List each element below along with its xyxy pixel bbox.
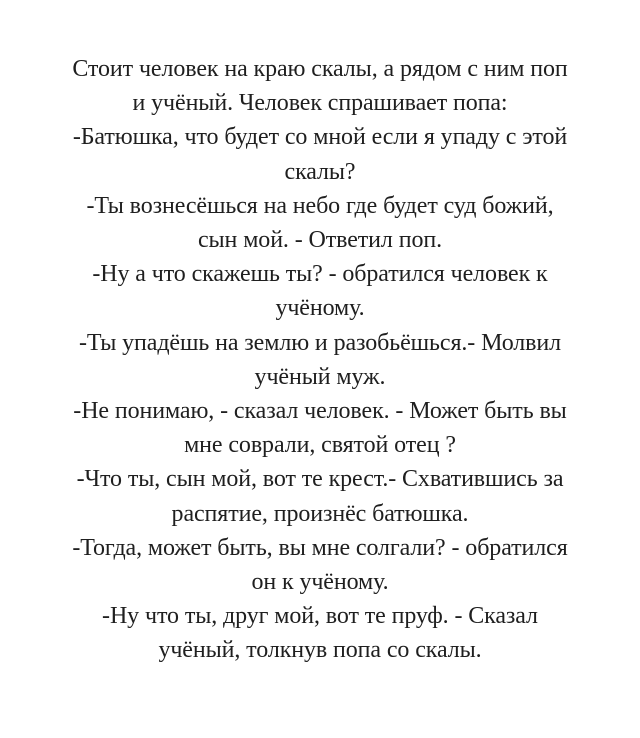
- story-line: сын мой. - Ответил поп.: [197, 227, 442, 254]
- story-line: учёный, толкнув попа со скалы.: [158, 637, 482, 664]
- story-line: Стоит человек на краю скалы, а рядом с ним поп: [72, 56, 568, 82]
- story-line: -Ты упадёшь на землю и разобьёшься.- Молвил: [78, 329, 562, 356]
- story-line: учёный муж.: [254, 363, 386, 390]
- story-line: -Тогда, может быть, вы мне солгали? - обратился: [72, 534, 568, 561]
- story-line: скалы?: [284, 158, 356, 185]
- story-line: -Ну что ты, друг мой, вот те пруф. - Сказал: [102, 603, 538, 630]
- story-line: учёному.: [275, 295, 365, 322]
- story-line: -Что ты, сын мой, вот те крест.- Схватившись за: [76, 466, 564, 493]
- story-line: распятие, произнёс батюшка.: [171, 500, 469, 527]
- story-line: и учёный. Человек спрашивает попа:: [132, 90, 508, 117]
- story-text: [20, 52, 620, 668]
- story-line: -Ну а что скажешь ты? - обратился человек к: [92, 261, 548, 288]
- story-line: -Не понимаю, - сказал человек. - Может быть вы: [73, 398, 567, 425]
- story-line: -Ты вознесёшься на небо где будет суд божий,: [86, 192, 554, 219]
- story-line: он к учёному.: [251, 569, 389, 596]
- story-line: -Батюшка, что будет со мной если я упаду с этой: [72, 124, 568, 151]
- story-line: мне соврали, святой отец ?: [184, 432, 456, 459]
